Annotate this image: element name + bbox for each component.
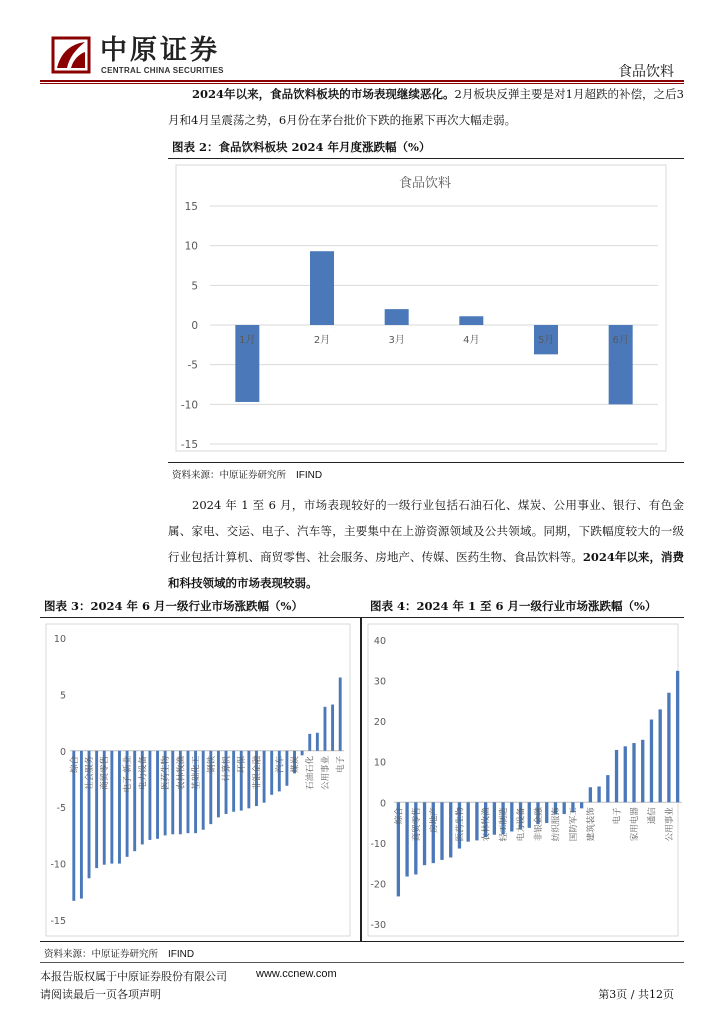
bar: [324, 707, 327, 751]
company-name-cn: 中原证券: [100, 35, 220, 66]
figure-3-caption: 图表 3：2024 年 6 月一级行业市场涨跌幅（%）: [44, 599, 303, 613]
figure-3-chart: [40, 618, 358, 940]
x-tick-label: 社会服务: [85, 755, 96, 790]
bar: [493, 802, 496, 834]
y-tick-label: 0: [379, 798, 386, 810]
bar: [632, 743, 635, 802]
company-logo-icon: [49, 34, 93, 76]
bar: [270, 751, 273, 795]
bar: [187, 751, 190, 833]
x-tick-label: 环保: [237, 755, 248, 773]
x-tick-label: 公用事业: [320, 755, 331, 790]
paragraph-2-text: 2024 年 1 至 6 月，市场表现较好的一级行业包括石油石化、煤炭、公用事业、银行、有色金属、家电、交运、电子、汽车等，主要集中在上游资源领域及公共领域。同期，下跌幅度较大的一级行业包括计算机、商贸零售、社会服务、房地产、传媒、医药生物、食品饮料等。: [168, 498, 684, 564]
y-tick-label: 40: [373, 636, 386, 647]
figure-2-source: 资料来源：中原证券研究所 IFIND: [172, 470, 323, 481]
bar: [310, 251, 334, 325]
x-tick-label: 医药生物: [455, 807, 466, 842]
y-tick-label: -15: [50, 916, 66, 927]
x-tick-label: 农林牧渔: [481, 807, 492, 842]
x-tick-label: 钢铁: [206, 755, 217, 773]
figure-4-chart: [364, 618, 684, 940]
bar: [528, 802, 531, 828]
y-tick-label: 10: [184, 240, 198, 253]
bar: [659, 709, 662, 802]
x-tick-label: 非银金融: [252, 755, 263, 790]
x-tick-label: 农林牧渔: [176, 755, 187, 790]
x-tick-label: 轻工制造: [499, 807, 510, 842]
bar: [641, 740, 644, 802]
bar: [308, 734, 311, 751]
footer-rule: [40, 962, 684, 963]
x-tick-label: 电力设备: [516, 807, 527, 842]
footer-page-number: 第3页 / 共12页: [598, 988, 674, 1001]
bar: [285, 751, 288, 786]
bar: [667, 693, 670, 803]
bar: [133, 751, 136, 851]
chart-frame: [176, 165, 666, 451]
y-tick-label: 10: [53, 634, 66, 645]
bar: [95, 751, 98, 868]
report-section-title: 食品饮料: [618, 64, 674, 80]
bar: [202, 751, 205, 830]
bar: [597, 786, 600, 802]
x-tick-label: 综合: [69, 755, 80, 773]
bar: [156, 751, 159, 839]
y-tick-label: -10: [50, 859, 66, 871]
x-tick-label: 电子·新业: [123, 755, 134, 793]
bar: [80, 751, 83, 899]
x-tick-label: 4月: [463, 335, 480, 346]
y-tick-label: 15: [184, 201, 198, 213]
figure-3-4-source: 资料来源：中原证券研究所 IFIND: [44, 949, 195, 960]
bar: [118, 751, 121, 864]
x-tick-label: 1月: [239, 335, 256, 346]
bar: [405, 802, 408, 876]
y-tick-label: -30: [370, 920, 386, 931]
bar: [449, 802, 452, 857]
x-tick-label: 公用事业: [664, 807, 675, 842]
x-tick-label: 5月: [537, 335, 555, 346]
y-tick-label: 10: [373, 757, 386, 769]
bar: [247, 751, 250, 809]
x-tick-label: 煤炭: [290, 755, 301, 773]
y-tick-label: 0: [59, 746, 66, 758]
x-tick-label: 3月: [388, 335, 405, 346]
y-tick-label: -5: [56, 803, 66, 815]
figure-2-bottom-rule: [168, 462, 684, 463]
x-tick-label: 商贸零售: [100, 755, 111, 790]
x-tick-label: 基础化工: [191, 755, 202, 790]
x-tick-label: 6月: [612, 335, 629, 346]
x-tick-label: 计算机: [222, 755, 233, 782]
bar: [459, 316, 483, 325]
y-tick-label: 30: [373, 676, 386, 688]
paragraph-2: [168, 492, 684, 596]
x-tick-label: 非银金融: [534, 807, 544, 842]
bar: [676, 671, 679, 802]
paragraph-1-text: 2月板块反弹主要是对1月超跌的补偿，之后3月和4月呈震荡之势，6月份在茅台批价下跌的拖累下再次大幅走弱。: [168, 87, 684, 127]
bar: [475, 802, 478, 840]
figure-divider: [360, 617, 362, 941]
bar: [232, 751, 235, 812]
y-tick-label: 5: [59, 690, 66, 702]
x-tick-label: 建筑装饰: [586, 807, 597, 842]
bar: [624, 746, 627, 802]
bar: [467, 802, 470, 841]
x-tick-label: 综合: [394, 807, 405, 825]
bar: [545, 802, 548, 823]
x-tick-label: 家用电器: [630, 807, 640, 842]
y-tick-label: -5: [187, 359, 198, 372]
x-tick-label: 通信: [647, 807, 658, 825]
y-tick-label: 0: [191, 320, 198, 332]
bar: [217, 751, 220, 818]
bar: [110, 751, 113, 864]
footer-disclaimer: 请阅读最后一页各项声明: [40, 988, 161, 1001]
company-name-en: CENTRAL CHINA SECURITIES: [101, 66, 224, 75]
bar: [650, 720, 653, 803]
y-tick-label: -15: [180, 439, 198, 451]
bar: [385, 309, 409, 325]
x-tick-label: 商贸零售: [411, 807, 422, 842]
bar: [440, 802, 443, 860]
figure-2-chart: [168, 159, 684, 462]
bar: [563, 802, 566, 814]
bar: [606, 775, 609, 802]
paragraph-2-bold: 2024年以来，消费和科技领域的市场表现较弱。: [168, 550, 684, 590]
y-tick-label: 5: [191, 280, 198, 293]
x-tick-label: 汽车: [275, 755, 286, 773]
bar: [171, 751, 174, 834]
bar: [615, 750, 618, 802]
x-tick-label: 国防军工: [568, 807, 579, 842]
x-tick-label: 电子: [336, 755, 347, 773]
bar: [423, 802, 426, 865]
bar: [580, 802, 583, 808]
bar: [510, 802, 513, 831]
y-tick-label: 20: [373, 717, 386, 729]
y-tick-label: -20: [370, 879, 386, 891]
x-tick-label: 石油石化: [305, 755, 316, 790]
bar: [316, 733, 319, 751]
y-tick-label: -10: [370, 838, 386, 850]
bar: [589, 787, 592, 802]
bar: [263, 751, 266, 803]
paragraph-1: [168, 81, 684, 133]
y-tick-label: -10: [180, 399, 198, 412]
bar: [301, 751, 304, 756]
x-tick-label: 纺织服饰: [551, 807, 562, 842]
x-tick-label: 房地产: [429, 807, 440, 833]
x-tick-label: 医药生物: [161, 755, 172, 790]
x-tick-label: 2月: [313, 335, 331, 346]
footer-copyright: 本报告版权属于中原证券股份有限公司: [40, 970, 227, 983]
x-tick-label: 电子: [612, 807, 623, 825]
figure-4-caption: 图表 4：2024 年 1 至 6 月一级行业市场涨跌幅（%）: [370, 599, 657, 613]
x-tick-label: 电力设备: [138, 755, 149, 790]
bar: [339, 677, 342, 750]
bar: [331, 705, 334, 751]
bar: [148, 751, 151, 840]
paragraph-1-bold: 2024年以来，食品饮料板块的市场表现继续恶化。: [192, 87, 455, 101]
footer-website-link[interactable]: www.ccnew.com: [256, 968, 337, 980]
figure-3-4-bottom-rule: [40, 941, 684, 942]
figure-2-caption: 图表 2：食品饮料板块 2024 年月度涨跌幅（%）: [172, 140, 431, 154]
chart-frame: [368, 624, 678, 936]
chart-title: 食品饮料: [398, 176, 452, 191]
